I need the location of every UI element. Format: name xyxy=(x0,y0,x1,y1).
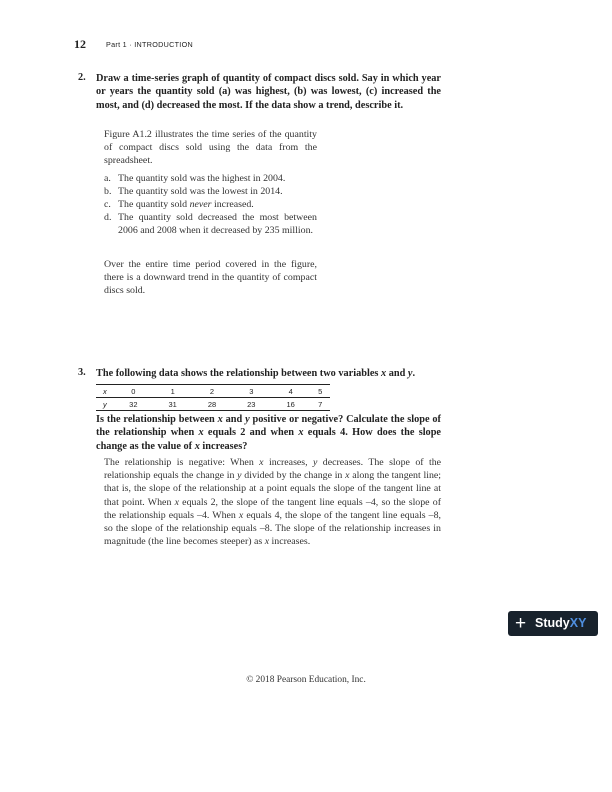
table-cell: 0 xyxy=(114,385,153,398)
question-2-intro: Figure A1.2 illustrates the time series of the quantity of compact discs sold using the data from the spreadsheet. xyxy=(104,129,317,167)
list-item-label: c. xyxy=(104,199,111,210)
question-2-number: 2. xyxy=(78,72,86,83)
table-cell: 7 xyxy=(310,398,330,411)
question-2-conclusion: Over the entire time period covered in the figure, there is a downward trend in the quantity of compact discs sold. xyxy=(104,259,317,297)
question-3-prompt: The following data shows the relationship between two variables x and y. xyxy=(96,368,416,379)
list-item-text: The quantity sold was the lowest in 2014. xyxy=(118,186,283,197)
question-3-answer: The relationship is negative: When x increases, y decreases. The slope of the relationship equals the change in y divided by the change in x along the tangent line; that is, the slope of the relationship at a point equals the slope of the tangent line at that point. When x equals 2, the slope of the tangent line equals –4, so the slope of the relationship equals –4. When x equals 4, the slope of the tangent line equals –8, so the slope of the relationship equals –8. The slope of the relationship increases in magnitude (the line becomes steeper) as x increases. xyxy=(104,457,442,548)
table-cell: 2 xyxy=(192,385,231,398)
question-3-question: Is the relationship between x and y positive or negative? Calculate the slope of the relationship when x equals 2 and when x equals 4. How does the slope change as the value of x increases? xyxy=(96,414,442,452)
list-item-text: The quantity sold was the highest in 2004. xyxy=(118,173,286,184)
badge-label: StudyXY xyxy=(535,616,587,630)
list-item-label: a. xyxy=(104,173,111,184)
copyright-footer: © 2018 Pearson Education, Inc. xyxy=(246,675,366,685)
table-cell: 23 xyxy=(232,398,271,411)
running-header: Part 1 · INTRODUCTION xyxy=(106,40,193,49)
data-table xyxy=(96,384,330,411)
table-cell: 16 xyxy=(271,398,310,411)
question-3-number: 3. xyxy=(78,367,86,378)
plus-icon: + xyxy=(515,613,527,634)
table-cell: 4 xyxy=(271,385,310,398)
table-cell: 32 xyxy=(114,398,153,411)
list-item-label: d. xyxy=(104,212,112,223)
table-cell: 28 xyxy=(192,398,231,411)
list-item-text: The quantity sold decreased the most between 2006 and 2008 when it decreased by 235 million. xyxy=(118,212,317,237)
table-cell: 31 xyxy=(153,398,192,411)
table-cell: 3 xyxy=(232,385,271,398)
row-label-x: x xyxy=(96,385,114,398)
row-label-y: y xyxy=(96,398,114,411)
table-row-x xyxy=(96,385,330,398)
question-2-prompt: Draw a time-series graph of quantity of compact discs sold. Say in which year or years the quantity sold (a) was highest, (b) was lowest, (c) increased the most, and (d) decreased the most. If the data show a trend, describe it. xyxy=(96,73,441,111)
studyxy-badge[interactable] xyxy=(508,611,598,636)
list-item-label: b. xyxy=(104,186,112,197)
table-cell: 1 xyxy=(153,385,192,398)
page-number: 12 xyxy=(74,37,86,51)
list-item-text: The quantity sold never increased. xyxy=(118,199,254,210)
table-cell: 5 xyxy=(310,385,330,398)
table-row-y xyxy=(96,398,330,411)
